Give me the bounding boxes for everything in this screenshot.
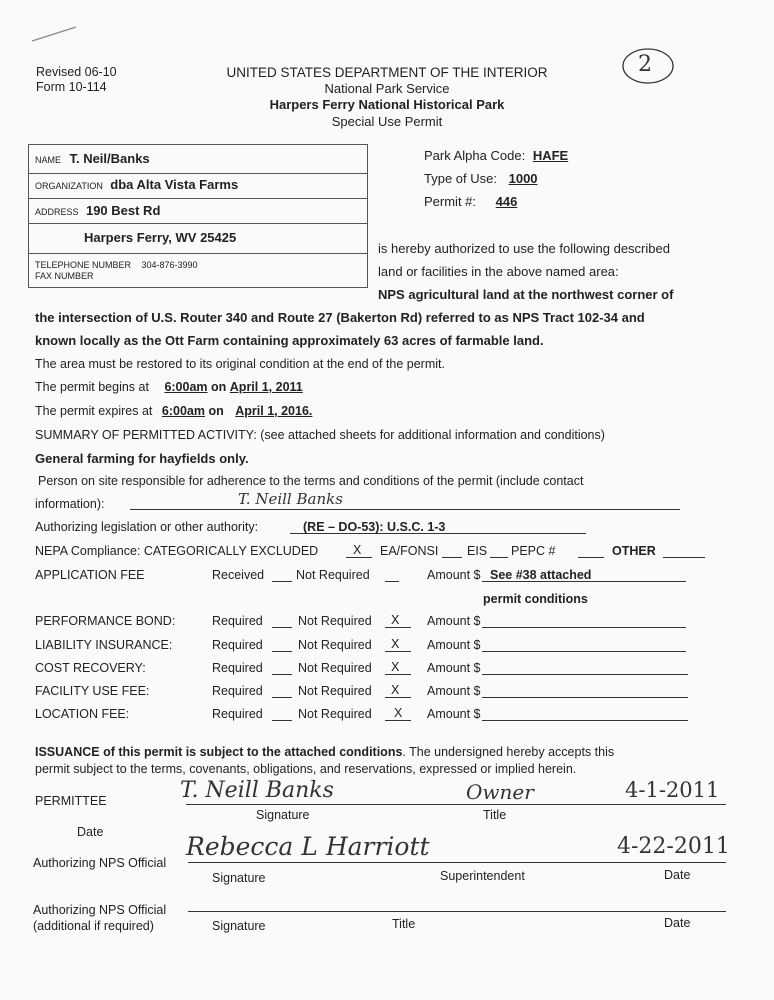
amount-line: [482, 720, 688, 721]
official-label: Authorizing NPS Official: [33, 856, 167, 870]
permit-number-value: 446: [495, 194, 518, 209]
org-label: ORGANIZATION: [35, 181, 103, 191]
not-required-mark: X: [391, 660, 400, 674]
application-amount-label: Amount $: [427, 568, 481, 582]
required-label: Required: [212, 661, 263, 675]
service-title: National Park Service: [324, 81, 450, 96]
revised-label: Revised 06-10: [36, 65, 117, 79]
official-title-value: Superintendent: [440, 869, 525, 883]
alpha-code-label: Park Alpha Code:: [424, 148, 526, 163]
official2-label-1: Authorizing NPS Official: [33, 903, 167, 917]
responsible-label-1: Person on site responsible for adherence to the terms and conditions of the permit (include contact: [38, 474, 584, 488]
official2-label-2: (additional if required): [33, 919, 154, 933]
fee-row-label: LOCATION FEE:: [35, 707, 130, 721]
responsible-label-2: information):: [35, 497, 105, 511]
name-label: NAME: [35, 155, 62, 165]
responsible-handwritten: T. Neill Banks: [238, 490, 343, 508]
type-of-use-value: 1000: [508, 171, 538, 186]
type-of-use-label: Type of Use:: [424, 171, 497, 186]
not-required-label: Not Required: [298, 684, 372, 698]
required-line: [272, 651, 292, 652]
official-signature: Rebecca L Harriott: [186, 832, 430, 861]
address-label: ADDRESS: [35, 207, 79, 217]
permittee-signature-label: Signature: [256, 808, 310, 822]
amount-label: Amount $: [427, 614, 481, 628]
application-received-label: Received: [212, 568, 265, 582]
nepa-ea-label: EA/FONSI: [380, 544, 439, 558]
fee-row-label: FACILITY USE FEE:: [35, 684, 150, 698]
permittee-title-label: Title: [483, 808, 507, 822]
nepa-eis-label: EIS: [467, 544, 488, 558]
begins-date: April 1, 2011: [229, 380, 303, 394]
required-line: [272, 720, 292, 721]
summary-label: SUMMARY OF PERMITTED ACTIVITY: (see attached sheets for additional information and conditions): [35, 428, 605, 442]
nepa-ce-line: [346, 557, 372, 558]
not-required-mark: X: [391, 683, 400, 697]
alpha-code-value: HAFE: [532, 148, 569, 163]
nepa-ce-mark: X: [353, 543, 362, 557]
required-line: [272, 674, 292, 675]
begins-on: on: [211, 380, 227, 394]
amount-label: Amount $: [427, 638, 481, 652]
issuance-bold: ISSUANCE of this permit is subject to the attached conditions: [35, 745, 403, 759]
not-required-mark: X: [394, 706, 403, 720]
applicant-name: T. Neil/Banks: [69, 151, 150, 166]
required-label: Required: [212, 684, 263, 698]
nepa-other-line: [663, 557, 705, 558]
official-signature-line: [188, 862, 726, 863]
land-description-3: known locally as the Ott Farm containing approximately 63 acres of farmable land.: [35, 333, 544, 348]
land-description-1: NPS agricultural land at the northwest corner of: [378, 287, 674, 302]
not-required-mark: X: [391, 613, 400, 627]
begins-time: 6:00am: [164, 380, 208, 394]
page-number: 2: [638, 52, 652, 77]
official2-signature-line: [188, 911, 726, 912]
not-required-line: [385, 651, 411, 652]
expires-label: The permit expires at: [35, 404, 153, 418]
fee-row-label: LIABILITY INSURANCE:: [35, 638, 173, 652]
required-label: Required: [212, 638, 263, 652]
nepa-label: NEPA Compliance: CATEGORICALLY EXCLUDED: [35, 544, 319, 558]
permit-type-title: Special Use Permit: [331, 114, 443, 129]
not-required-label: Not Required: [298, 614, 372, 628]
official2-signature-label: Signature: [212, 919, 266, 933]
official2-title-label: Title: [392, 917, 416, 931]
issuance-rest: . The undersigned hereby accepts this: [402, 745, 615, 759]
not-required-label: Not Required: [298, 661, 372, 675]
park-title: Harpers Ferry National Historical Park: [269, 97, 505, 112]
nepa-pepc-line: [578, 557, 604, 558]
telephone-value: 304-876-3990: [141, 260, 198, 270]
permit-number-label: Permit #:: [424, 194, 477, 209]
not-required-label: Not Required: [298, 638, 372, 652]
nepa-ea-line: [442, 557, 462, 558]
official-signature-label: Signature: [212, 871, 266, 885]
application-amount-value-2: permit conditions: [483, 592, 588, 606]
expires-on: on: [208, 404, 224, 418]
address-line2: Harpers Ferry, WV 25425: [84, 230, 237, 245]
fee-row-label: PERFORMANCE BOND:: [35, 614, 176, 628]
required-line: [272, 697, 292, 698]
not-required-mark: X: [391, 637, 400, 651]
begins-label: The permit begins at: [35, 380, 149, 394]
expires-time: 6:00am: [161, 404, 205, 418]
fee-row-label: COST RECOVERY:: [35, 661, 146, 675]
not-required-line: [385, 720, 411, 721]
legislation-value: (RE – DO-53): U.S.C. 1-3: [303, 520, 446, 534]
permittee-date-handwritten: 4-1-2011: [625, 778, 720, 802]
expires-date: April 1, 2016.: [235, 404, 313, 418]
application-received-line: [272, 581, 292, 582]
not-required-line: [385, 627, 411, 628]
authorized-text-1: is hereby authorized to use the following described: [378, 241, 670, 256]
not-required-line: [385, 697, 411, 698]
not-required-line: [385, 674, 411, 675]
application-not-required-line: [385, 581, 399, 582]
permittee-title-handwritten: Owner: [466, 780, 534, 804]
required-label: Required: [212, 614, 263, 628]
responsible-line: [130, 509, 680, 510]
address-line1: 190 Best Rd: [85, 203, 161, 218]
amount-line: [482, 674, 688, 675]
organization-value: dba Alta Vista Farms: [110, 177, 239, 192]
nepa-eis-line: [490, 557, 508, 558]
application-amount-value-1: See #38 attached: [490, 568, 592, 582]
amount-line: [482, 697, 688, 698]
fax-label: FAX NUMBER: [35, 271, 94, 281]
permittee-signature-line: [186, 804, 726, 805]
permittee-signature: T. Neill Banks: [180, 778, 334, 803]
issuance-line-2: permit subject to the terms, covenants, obligations, and reservations, expressed or implied herein.: [35, 762, 577, 776]
department-title: UNITED STATES DEPARTMENT OF THE INTERIOR: [226, 65, 548, 80]
official-date-label: Date: [664, 868, 691, 882]
amount-label: Amount $: [427, 707, 481, 721]
form-number: Form 10-114: [36, 80, 107, 94]
amount-line: [482, 651, 686, 652]
amount-label: Amount $: [427, 684, 481, 698]
restoration-note: The area must be restored to its original condition at the end of the permit.: [35, 357, 445, 371]
legislation-label: Authorizing legislation or other authority:: [35, 520, 259, 534]
pen-stroke-mark: [30, 25, 80, 45]
nepa-pepc-label: PEPC #: [511, 544, 556, 558]
official2-date-label: Date: [664, 916, 691, 930]
application-fee-label: APPLICATION FEE: [35, 568, 145, 582]
not-required-label: Not Required: [298, 707, 372, 721]
summary-activity: General farming for hayfields only.: [35, 451, 249, 466]
required-label: Required: [212, 707, 263, 721]
official-date-handwritten: 4-22-2011: [617, 834, 730, 859]
application-not-required-label: Not Required: [296, 568, 370, 582]
telephone-label: TELEPHONE NUMBER: [35, 260, 132, 270]
amount-line: [482, 627, 686, 628]
nepa-other-label: OTHER: [612, 544, 656, 558]
permittee-label: PERMITTEE: [35, 794, 107, 808]
authorized-text-2: land or facilities in the above named area:: [378, 264, 619, 279]
required-line: [272, 627, 292, 628]
permittee-date-label: Date: [77, 825, 104, 839]
amount-label: Amount $: [427, 661, 481, 675]
land-description-2: the intersection of U.S. Router 340 and Route 27 (Bakerton Rd) referred to as NPS Tract 102-34 and: [35, 310, 645, 325]
